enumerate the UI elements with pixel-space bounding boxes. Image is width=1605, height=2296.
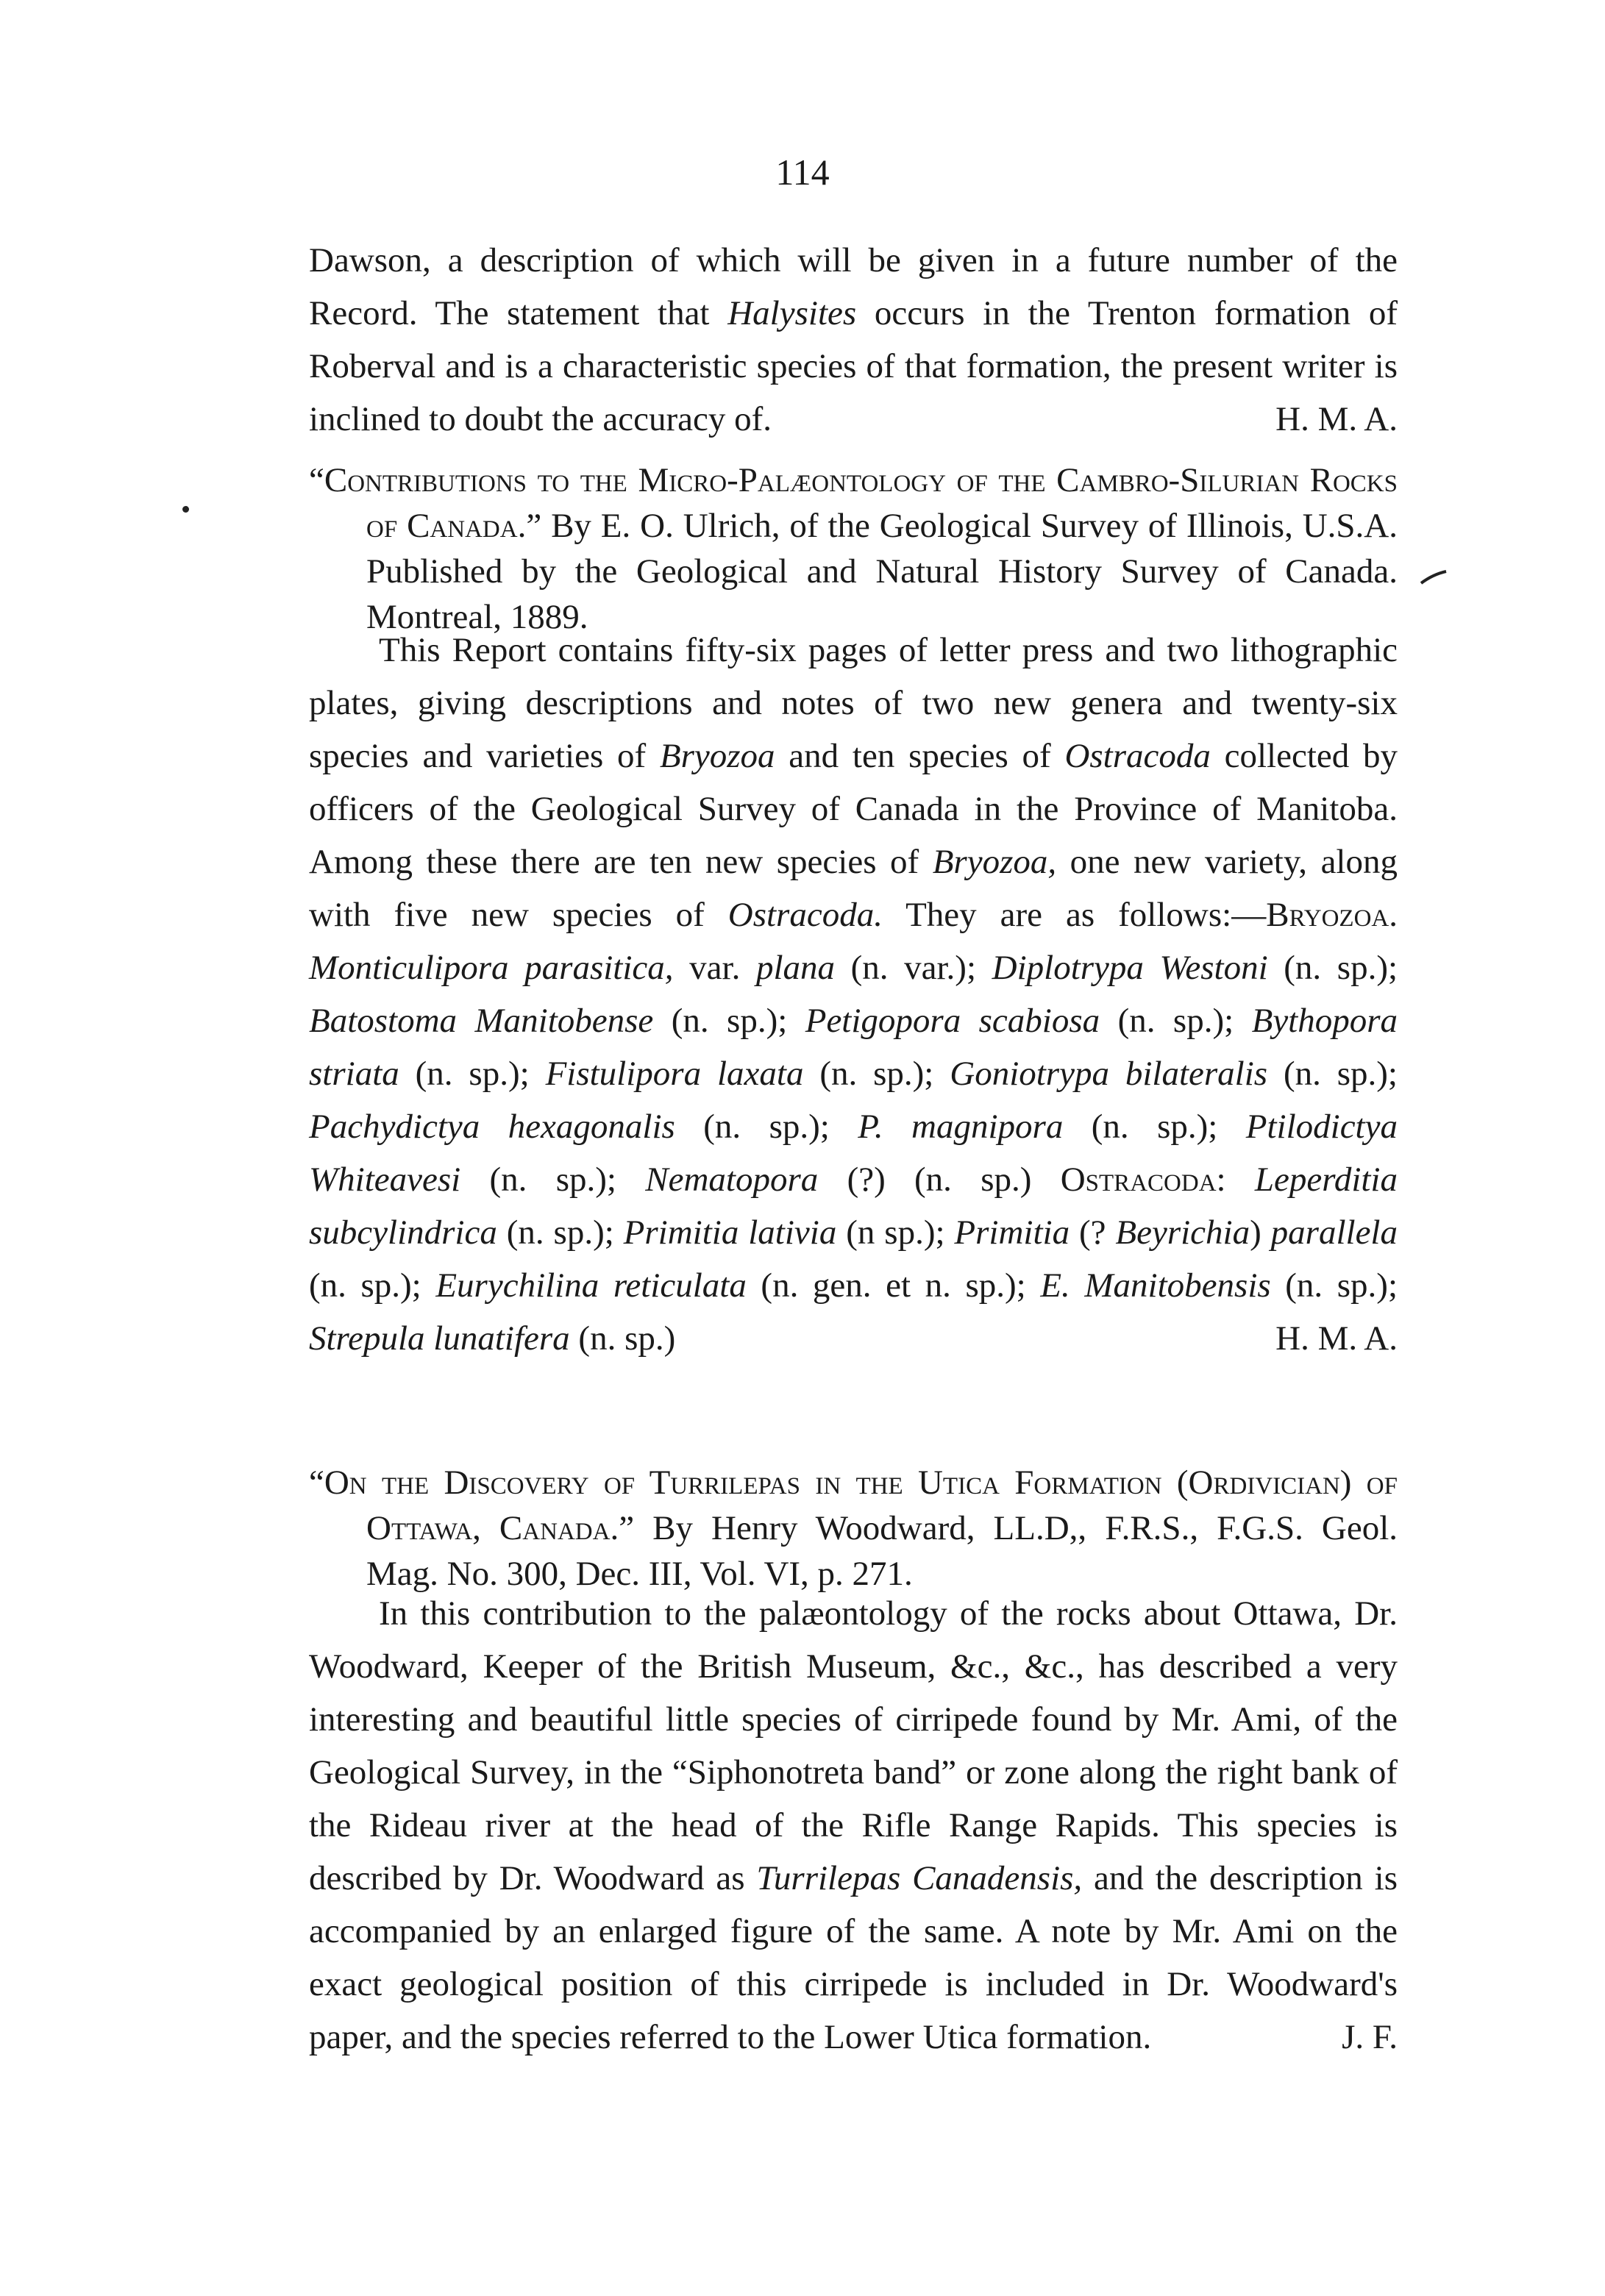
genus-name: Halysites bbox=[727, 294, 857, 332]
paragraph-dawson: Dawson, a description of which will be given in a future number of the Record. The statement that Halysites occurs in the Trenton formation of Roberval and is a characteristic species of that formation, the present writer is inclined to doubt the accuracy of. H. M. A. bbox=[309, 234, 1398, 446]
page-number: 114 bbox=[775, 151, 830, 193]
review-heading-ulrich bbox=[309, 457, 1398, 640]
review-details: By Henry Woodward, LL.D,, F.R.S., F.G.S. Geol. Mag. No. 300, Dec. III, Vol. VI, p. 271. bbox=[366, 1509, 1398, 1593]
paragraph-turrilepas: In this contribution to the palæontology of the rocks about Ottawa, Dr. Woodward, Keeper of the British Museum, &c., &c., has described a very interesting and beautiful little species of cirripede found by Mr. Ami, of the Geological Survey, in the “Siphonotreta band” or zone along the right bank of the Rideau river at the head of the Rifle Range Rapids. This species is described by Dr. Woodward as Turrilepas Canadensis, and the description is accompanied by an enlarged figure of the same. A note by Mr. Ami on the exact geological position of this cirripede is included in Dr. Woodward's paper, and the species referred to the Lower Utica formation. J. F. bbox=[309, 1587, 1398, 2064]
paragraph-report: This Report contains fifty-six pages of letter press and two lithographic plates, giving descriptions and notes of two new genera and twenty-six species and varieties of Bryozoa and ten species of Ostracoda collected by officers of the Geological Survey of Canada in the Province of Manitoba. Among these there are ten new species of Bryozoa, one new variety, along with five new species of Ostracoda. They are as follows:—Bryozoa. Monticulipora parasitica, var. plana (n. var.); Diplotrypa Westoni (n. sp.); Batostoma Manitobense (n. sp.); Petigopora scabiosa (n. sp.); Bythopora striata (n. sp.); Fistulipora laxata (n. sp.); Goniotrypa bilateralis (n. sp.); Pachydictya hexagonalis (n. sp.); P. magnipora (n. sp.); Ptilodictya Whiteavesi (n. sp.); Nematopora (?) (n. sp.) Ostracoda: Leperditia subcylindrica (n. sp.); Primitia lativia (n sp.); Primitia (? Beyrichia) parallela (n. sp.); Eurychilina reticulata (n. gen. et n. sp.); E. Manitobensis (n. sp.); Strepula lunatifera (n. sp.) H. M. A. bbox=[309, 624, 1398, 1365]
margin-dot bbox=[182, 506, 189, 513]
signature: H. M. A. bbox=[1275, 1319, 1398, 1358]
review-heading-woodward bbox=[309, 1460, 1398, 1597]
species-name: Turrilepas Canadensis, bbox=[756, 1859, 1083, 1897]
signature: J. F. bbox=[1342, 2018, 1398, 2056]
review-title: “On the Discovery of Turrilepas in the Utica Formation (Ordivician) of Ottawa, Canada.” bbox=[309, 1463, 1398, 1547]
review-title: “Contributions to the Micro-Palæontology of the Cambro-Silurian Rocks of Canada.” bbox=[309, 461, 1398, 545]
margin-mark bbox=[1420, 570, 1449, 586]
signature: H. M. A. bbox=[1275, 400, 1398, 438]
review-details: By E. O. Ulrich, of the Geological Survey of Illinois, U.S.A. Published by the Geological and Natural History Survey of Canada. Montreal, 1889. bbox=[366, 507, 1398, 636]
